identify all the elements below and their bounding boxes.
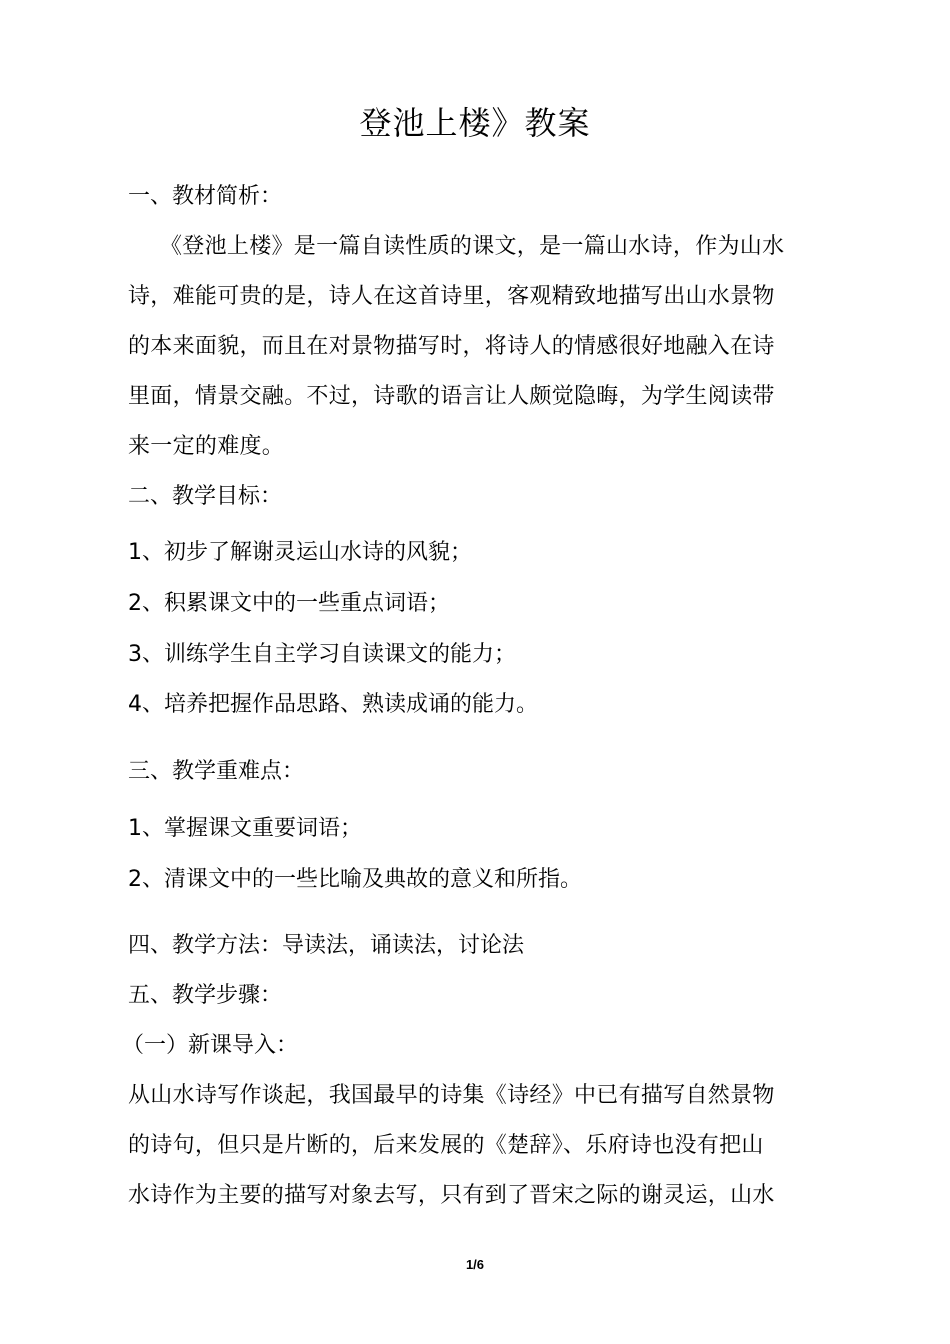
goal-item: 4、培养把握作品思路、熟读成诵的能力。 [128, 692, 538, 717]
goal-item: 2、积累课文中的一些重点词语； [128, 591, 450, 616]
goal-item: 1、初步了解谢灵运山水诗的风貌； [128, 540, 472, 565]
document-title: 登池上楼》教案 [359, 104, 591, 142]
analysis-paragraph-line: 的本来面貌，而且在对景物描写时，将诗人的情感很好地融入在诗 [128, 334, 775, 359]
analysis-paragraph-line: 诗，难能可贵的是，诗人在这首诗里，客观精致地描写出山水景物 [128, 284, 775, 309]
goal-item: 3、训练学生自主学习自读课文的能力； [128, 642, 516, 667]
section-heading-goals: 二、教学目标： [128, 484, 283, 509]
page-number: 1/6 [465, 1257, 485, 1272]
difficulty-item: 1、掌握课文重要词语； [128, 816, 362, 841]
section-heading-steps: 五、教学步骤： [128, 983, 283, 1008]
difficulty-item: 2、清课文中的一些比喻及典故的意义和所指。 [128, 867, 582, 892]
analysis-paragraph-line: 《登池上楼》是一篇自读性质的课文，是一篇山水诗，作为山水 [160, 234, 785, 259]
intro-paragraph-line: 水诗作为主要的描写对象去写，只有到了晋宋之际的谢灵运，山水 [128, 1183, 775, 1208]
section-heading-analysis: 一、教材简析： [128, 184, 283, 209]
step-heading-intro: （一）新课导入： [122, 1033, 299, 1058]
intro-paragraph-line: 的诗句，但只是片断的，后来发展的《楚辞》、乐府诗也没有把山 [128, 1133, 764, 1158]
intro-paragraph-line: 从山水诗写作谈起，我国最早的诗集《诗经》中已有描写自然景物 [128, 1083, 775, 1108]
analysis-paragraph-line: 里面，情景交融。不过，诗歌的语言让人颇觉隐晦，为学生阅读带 [128, 384, 775, 409]
analysis-paragraph-line: 来一定的难度。 [128, 434, 285, 459]
section-heading-difficulties: 三、教学重难点： [128, 759, 305, 784]
section-methods: 四、教学方法：导读法，诵读法，讨论法 [128, 933, 525, 958]
